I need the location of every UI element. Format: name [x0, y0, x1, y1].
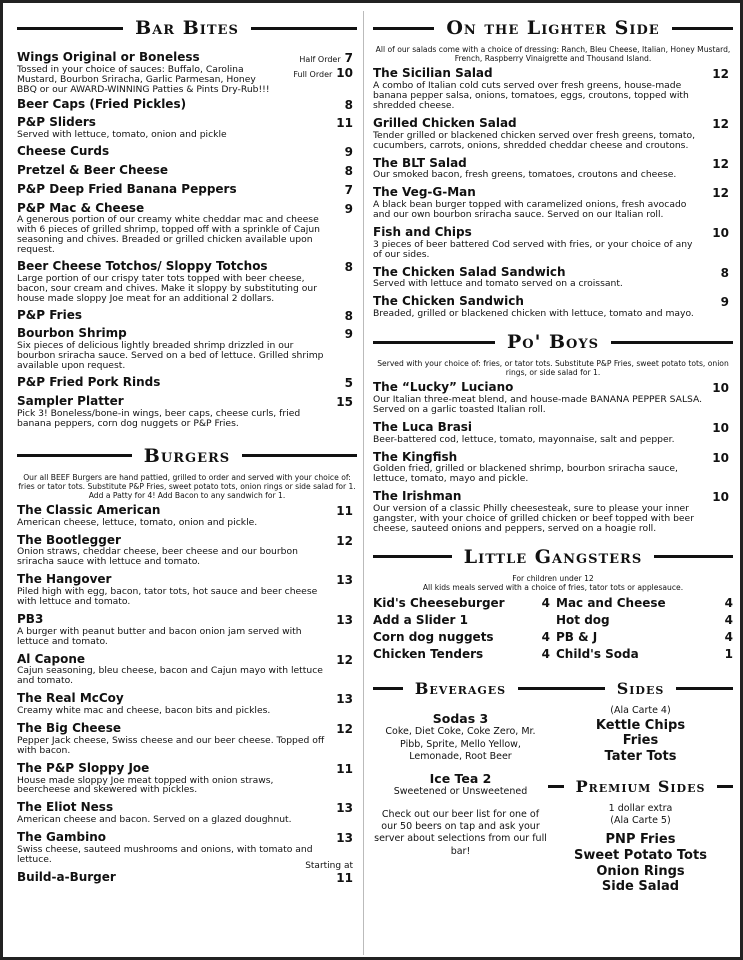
kids-item-name: Mac and Cheese: [556, 596, 666, 611]
item-name: The Chicken Salad Sandwich: [373, 264, 566, 279]
item-price: 13: [336, 831, 353, 846]
item-name: P&P Fried Pork Rinds: [17, 375, 161, 390]
item-name: Pretzel & Beer Cheese: [17, 162, 169, 177]
menu-item: [17, 309, 357, 323]
menu-item: [17, 260, 357, 304]
kids-item-name: Child's Soda: [556, 647, 639, 662]
item-name: Build-a-Burger: [17, 869, 116, 884]
item-price: 9: [344, 201, 353, 216]
item-name: P&P Deep Fried Banana Peppers: [17, 181, 237, 196]
item-name: The Eliot Ness: [17, 800, 114, 815]
kids-item-name: Hot dog: [556, 613, 610, 628]
right-column: [373, 3, 733, 895]
kids-age-note: For children under 12: [512, 573, 594, 583]
divider: [373, 555, 452, 558]
item-desc: Piled high with egg, bacon, tator tots, hot sauce and beer cheese with lettuce and tomato.: [17, 586, 318, 608]
item-price: 13: [336, 612, 353, 627]
bottom-row: [373, 671, 733, 895]
item-name: P&P Mac & Cheese: [17, 200, 145, 215]
kids-item-price: 1: [724, 647, 733, 662]
item-desc: Cajun seasoning, bleu cheese, bacon and Cajun mayo with lettuce and tomato.: [17, 665, 323, 687]
item-desc: Tender grilled or blackened chicken served over fresh greens, tomato, cucumbers, carrots, onions, shredded cheddar cheese and croutons.: [373, 129, 696, 151]
item-name: The Kingfish: [373, 449, 458, 464]
side-item: Tater Tots: [604, 749, 677, 765]
item-price: 12: [712, 156, 729, 171]
item-price: 11: [336, 503, 353, 518]
item-name: The Chicken Sandwich: [373, 294, 524, 309]
item-price: 11: [336, 116, 353, 131]
premium-alacarte-note: (Ala Carte 5): [610, 815, 671, 827]
menu-item: [373, 451, 733, 485]
sides-section: [548, 671, 733, 895]
item-price: 8: [344, 260, 353, 275]
section-title: Little Gangsters: [463, 545, 643, 568]
item-price: 12: [712, 67, 729, 82]
menu-item: [17, 395, 357, 429]
item-desc: 3 pieces of beer battered Cod served with fries, or your choice of any of our sides.: [373, 238, 693, 260]
item-name: The Luca Brasi: [373, 419, 473, 434]
item-price: 9: [344, 327, 353, 342]
item-price: 11: [336, 761, 353, 776]
item-name: P&P Fries: [17, 307, 82, 322]
menu-item: [17, 653, 357, 687]
item-price: 11: [336, 870, 353, 885]
item-name: The Hangover: [17, 572, 112, 587]
divider: [17, 454, 132, 457]
item-price: 13: [336, 573, 353, 588]
half-order-price: Half Order 7: [299, 51, 353, 65]
menu-item: [373, 381, 733, 415]
item-name: Cheese Curds: [17, 144, 110, 159]
item-price: 10: [712, 450, 729, 465]
item-desc: Beer-battered cod, lettuce, tomato, mayonnaise, salt and pepper.: [373, 433, 675, 445]
divider: [672, 27, 733, 30]
sides-header: [548, 671, 733, 705]
divider: [654, 555, 733, 558]
item-price: 8: [720, 265, 729, 280]
item-name: The Big Cheese: [17, 721, 121, 736]
item-desc: Creamy white mac and cheese, bacon bits and pickles.: [17, 705, 271, 717]
burgers-note: Our all BEEF Burgers are hand pattied, grilled to order and served with your choice of: fries or tator tots. Substitute P&P Fries, sweet potato tots, onion rings or side salad for 1. Add a Patty for 4! Add Bacon to any sandwich for 1.: [18, 472, 356, 500]
section-title: Burgers: [143, 444, 231, 467]
item-price: 8: [344, 308, 353, 323]
item-price: 9: [344, 145, 353, 160]
item-desc: Served with lettuce and tomato served on a croissant.: [373, 278, 623, 290]
menu-item: [17, 801, 357, 825]
sodas-title: Sodas 3: [432, 711, 489, 727]
divider: [676, 687, 733, 690]
item-name: Sampler Platter: [17, 393, 124, 408]
poboys-header: [373, 325, 733, 359]
side-item: Fries: [622, 733, 659, 749]
menu-item: [373, 295, 733, 319]
menu-item: [373, 266, 733, 290]
sides-price-note: (Ala Carte 4): [610, 705, 671, 717]
menu-item: [373, 186, 733, 220]
item-price: 8: [344, 97, 353, 112]
item-desc: Served with lettuce, tomato, onion and pickle: [17, 129, 227, 141]
item-price: 12: [712, 186, 729, 201]
menu-item: [17, 613, 357, 647]
menu-item: [17, 183, 357, 197]
kids-item-price: 4: [724, 630, 733, 645]
item-name: P&P Sliders: [17, 115, 96, 130]
side-item: Sweet Potato Tots: [574, 847, 707, 863]
lighter-side-header: [373, 11, 733, 45]
divider: [548, 687, 605, 690]
left-column: [17, 3, 357, 888]
side-item: Side Salad: [601, 879, 680, 895]
beverages-header: [373, 671, 548, 705]
menu-item: [17, 534, 357, 568]
item-name: The Classic American: [17, 502, 161, 517]
item-price: 13: [336, 801, 353, 816]
divider: [17, 27, 123, 30]
item-desc: Six pieces of delicious lightly breaded shrimp drizzled in our bourbon sriracha sauce. Served on a bed of lettuce. Grilled shrimp available upon request.: [17, 340, 324, 372]
item-name: Bourbon Shrimp: [17, 326, 127, 341]
item-desc: American cheese, lettuce, tomato, onion and pickle.: [17, 516, 258, 528]
item-desc: A generous portion of our creamy white cheddar mac and cheese with 6 pieces of grilled shrimp, topped off with a sprinkle of Cajun seasoning and chives. Breaded or grilled chicken available upon request.: [17, 214, 320, 256]
starting-at-label: Starting at: [305, 860, 353, 871]
menu-item: [17, 376, 357, 390]
menu-item: [373, 117, 733, 151]
side-item: Kettle Chips: [595, 717, 686, 733]
side-item: Onion Rings: [596, 863, 685, 879]
menu-item: [17, 762, 357, 796]
divider: [373, 27, 434, 30]
item-desc: Pick 3! Boneless/bone-in wings, beer caps, cheese curls, fried banana peppers, corn dog nuggets or P&P Fries.: [17, 407, 301, 429]
side-item: PNP Fries: [605, 831, 676, 847]
item-desc: A black bean burger topped with caramelized onions, fresh avocado and our own bourbon sriracha sauce. Served on our Italian roll.: [373, 199, 687, 220]
kids-item-price: 4: [724, 596, 733, 611]
section-title: Premium Sides: [575, 776, 706, 796]
item-desc: Breaded, grilled or blackened chicken with lettuce, tomato and mayo.: [373, 308, 694, 320]
kids-item-price: 4: [724, 613, 733, 628]
item-name: The Bootlegger: [17, 532, 121, 547]
menu-item: [17, 831, 357, 865]
item-name: The Irishman: [373, 489, 462, 504]
item-name: Grilled Chicken Salad: [373, 115, 517, 130]
item-desc: A burger with peanut butter and bacon onion jam served with lettuce and tomato.: [17, 625, 302, 647]
item-name: The “Lucky” Luciano: [373, 380, 514, 395]
item-price: 13: [336, 692, 353, 707]
menu-item: [17, 573, 357, 607]
item-name: PB3: [17, 611, 44, 626]
divider: [251, 27, 357, 30]
item-price: 10: [712, 225, 729, 240]
menu-item: [17, 692, 357, 716]
full-order-price: Full Order 10: [293, 66, 353, 80]
premium-sides-header: [548, 769, 733, 803]
item-desc: House made sloppy Joe meat topped with onion straws, beercheese and skewered with pickles.: [17, 774, 274, 796]
item-desc: Swiss cheese, sauteed mushrooms and onions, with tomato and lettuce.: [17, 843, 313, 865]
kids-item-name: Corn dog nuggets: [373, 630, 494, 645]
burgers-list: [17, 504, 357, 865]
divider: [373, 341, 495, 344]
item-price: 10: [712, 490, 729, 505]
little-gangsters-header: [373, 540, 733, 574]
item-name: Beer Caps (Fried Pickles): [17, 96, 187, 111]
lighter-side-list: [373, 67, 733, 319]
item-price: 10: [712, 381, 729, 396]
item-price: 12: [712, 116, 729, 131]
menu-item: [373, 490, 733, 534]
item-price: 12: [336, 533, 353, 548]
item-name: The Gambino: [17, 830, 106, 845]
premium-price-note: 1 dollar extra: [608, 803, 673, 815]
section-title: Sides: [616, 678, 665, 698]
menu-item: [17, 145, 357, 159]
divider: [548, 785, 564, 788]
item-desc: Pepper Jack cheese, Swiss cheese and our beer cheese. Topped off with bacon.: [17, 734, 325, 756]
item-price: 15: [336, 394, 353, 409]
item-desc: Onion straws, cheddar cheese, beer cheese and our bourbon sriracha sauce with lettuce and tomato.: [17, 546, 298, 568]
section-title: On the Lighter Side: [446, 17, 660, 39]
menu-item: [17, 202, 357, 256]
kids-menu-grid: [373, 596, 733, 661]
sides-list: [548, 718, 733, 766]
section-title: Beverages: [414, 678, 507, 698]
beverages-section: [373, 671, 548, 895]
menu-item: [373, 226, 733, 260]
item-desc: American cheese and bacon. Served on a glazed doughnut.: [17, 814, 292, 826]
kids-sides-note: All kids meals served with a choice of fries, tator tots or applesauce.: [422, 583, 684, 593]
menu-item: [373, 421, 733, 445]
item-name: Fish and Chips: [373, 224, 472, 239]
menu-item: [17, 51, 357, 95]
divider: [373, 687, 403, 690]
menu-item: [17, 504, 357, 528]
column-divider: [363, 11, 364, 955]
item-name: The Veg-G-Man: [373, 185, 476, 200]
menu-item: [373, 157, 733, 181]
item-name: Beer Cheese Totchos/ Sloppy Totchos: [17, 259, 268, 274]
section-title: Bar Bites: [135, 17, 239, 39]
item-price: 5: [344, 376, 353, 391]
divider: [717, 785, 733, 788]
kids-item-price: 4: [541, 596, 550, 611]
item-name: Wings Original or Boneless: [17, 50, 200, 64]
bar-bites-header: [17, 11, 357, 45]
item-desc: Golden fried, grilled or blackened shrimp, bourbon sriracha sauce, lettuce, tomato, mayo and pickle.: [373, 463, 678, 485]
salad-note: All of our salads come with a choice of dressing: Ranch, Bleu Cheese, Italian, Honey Mustard, French, Raspberry Vinaigrette and Thousand Island.: [375, 45, 731, 64]
divider: [611, 341, 733, 344]
item-price: 8: [344, 163, 353, 178]
beer-note: Check out our beer list for one of our 50 beers on tap and ask your server about selections from our full bar!: [374, 808, 547, 857]
item-name: The BLT Salad: [373, 155, 467, 170]
section-title: Po' Boys: [506, 331, 600, 354]
tea-title: Ice Tea 2: [429, 771, 492, 787]
kids-item-name: Kid's Cheeseburger: [373, 596, 505, 611]
sodas-list: Coke, Diet Coke, Coke Zero, Mr. Pibb, Sprite, Mello Yellow, Lemonade, Root Beer: [385, 726, 536, 762]
kids-item-name: PB & J: [556, 630, 598, 645]
item-price: 12: [336, 722, 353, 737]
tea-options: Sweetened or Unsweetened: [393, 786, 528, 798]
kids-item-name: Chicken Tenders: [373, 647, 484, 662]
kids-item-name: Add a Slider 1: [373, 613, 468, 628]
item-price: 7: [344, 182, 353, 197]
item-price: 10: [712, 420, 729, 435]
poboys-note: Served with your choice of: fries, or tator tots. Substitute P&P Fries, sweet potato tots, onion rings, or side salad for 1.: [377, 359, 729, 378]
premium-sides-list: [548, 832, 733, 895]
item-desc: Tossed in your choice of sauces: Buffalo, Carolina Mustard, Bourbon Sriracha, Garlic Parmesan, Honey BBQ or our AWARD-WINNING Patties & Pints Dry-Rub!!!: [17, 63, 270, 95]
menu-item: [17, 327, 357, 371]
divider: [242, 454, 357, 457]
bar-bites-list: [17, 98, 357, 429]
menu-item: [17, 98, 357, 112]
item-desc: Our Italian three-meat blend, and house-made BANANA PEPPER SALSA. Served on a garlic toasted Italian roll.: [373, 394, 703, 415]
item-name: The P&P Sloppy Joe: [17, 760, 150, 775]
build-a-burger: [17, 860, 357, 885]
item-name: Al Capone: [17, 651, 85, 666]
poboys-list: [373, 381, 733, 534]
divider: [518, 687, 548, 690]
menu-item: [17, 722, 357, 756]
burgers-header: [17, 439, 357, 473]
item-name: The Real McCoy: [17, 691, 124, 706]
kids-item-price: 4: [541, 630, 550, 645]
item-desc: Our version of a classic Philly cheesesteak, sure to please your inner gangster, with your choice of grilled chicken or beef topped with beer cheese, sauteed onions and peppers, served on a hoagie roll.: [373, 503, 694, 535]
item-name: The Sicilian Salad: [373, 66, 493, 81]
item-price: 12: [336, 652, 353, 667]
item-desc: Large portion of our crispy tater tots topped with beer cheese, bacon, sour cream and chives. Make it sloppy by substituting our house made sloppy Joe meat for an additional 2 dollars.: [17, 272, 317, 304]
menu-item: [17, 116, 357, 140]
menu-item: [17, 164, 357, 178]
item-desc: Our smoked bacon, fresh greens, tomatoes, croutons and cheese.: [373, 169, 677, 181]
item-desc: A combo of Italian cold cuts served over fresh greens, house-made banana pepper salsa, onions, tomatoes, eggs, croutons, topped with shredded cheese.: [373, 80, 689, 111]
kids-item-price: 4: [541, 647, 550, 662]
menu-item: [373, 67, 733, 111]
item-price: 9: [720, 295, 729, 310]
kids-item-price: [530, 613, 550, 627]
